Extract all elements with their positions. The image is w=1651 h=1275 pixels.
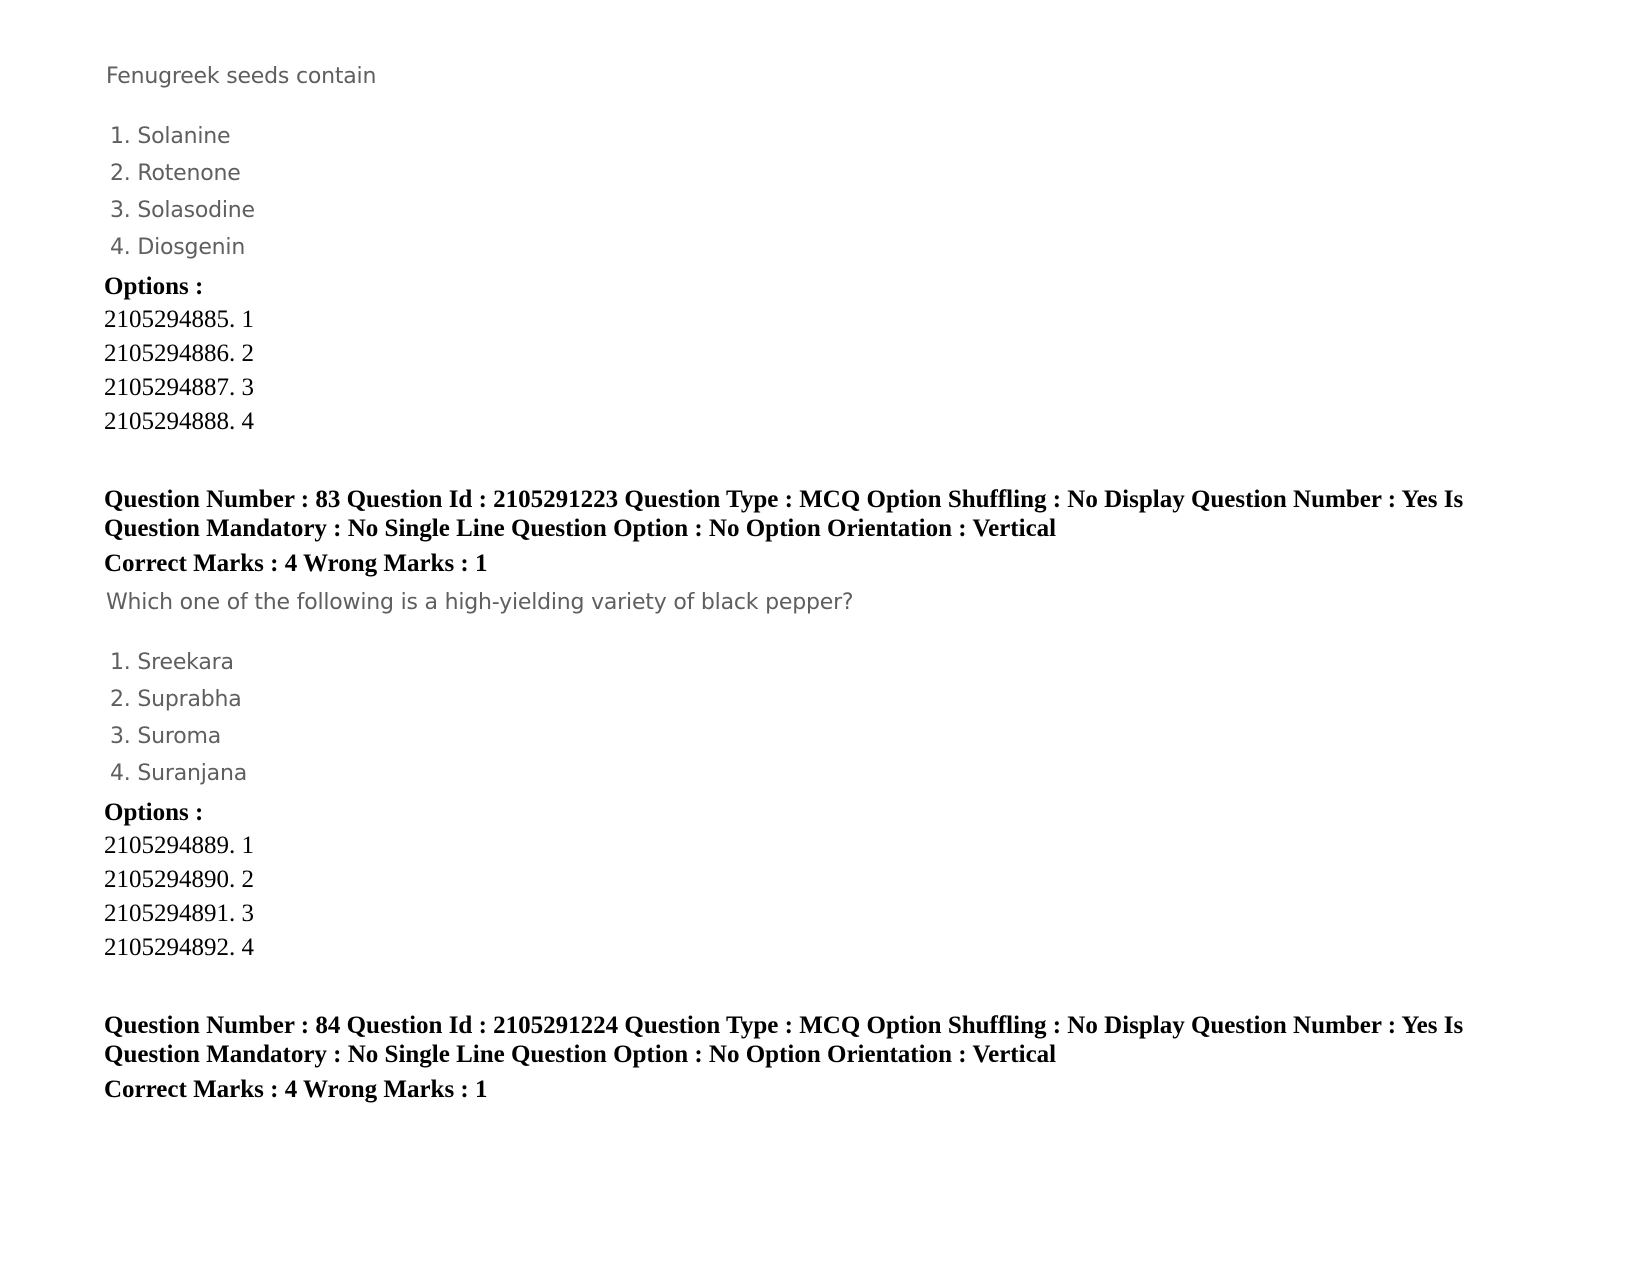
option-id: 2105294885. 1 [104,306,254,333]
question-text-fenugreek: Fenugreek seeds contain [106,64,377,89]
option-id: 2105294886. 2 [104,340,254,367]
options-label: Options : [104,799,204,826]
marks-84: Correct Marks : 4 Wrong Marks : 1 [104,1076,488,1103]
marks-83: Correct Marks : 4 Wrong Marks : 1 [104,550,488,577]
choice-item: 3. Suroma [110,724,222,749]
choice-item: 4. Diosgenin [110,235,246,260]
choice-item: 1. Solanine [110,124,231,149]
question-meta-84: Question Number : 84 Question Id : 2105291224 Question Type : MCQ Option Shuffling : No Display Question Number : Yes Is Question Mandatory : No Single Line Question Option : No Option Orientation : Vertical [104,1012,1464,1068]
choice-item: 1. Sreekara [110,650,234,675]
question-meta-83: Question Number : 83 Question Id : 2105291223 Question Type : MCQ Option Shuffling : No Display Question Number : Yes Is Question Mandatory : No Single Line Question Option : No Option Orientation : Vertical [104,486,1464,542]
option-id: 2105294888. 4 [104,408,254,435]
option-id: 2105294892. 4 [104,934,254,961]
choice-item: 2. Rotenone [110,161,241,186]
option-id: 2105294890. 2 [104,866,254,893]
choice-item: 4. Suranjana [110,761,247,786]
options-label: Options : [104,273,204,300]
option-id: 2105294891. 3 [104,900,254,927]
question-text-black-pepper: Which one of the following is a high-yielding variety of black pepper? [106,590,854,615]
choice-item: 3. Solasodine [110,198,255,223]
choice-item: 2. Suprabha [110,687,242,712]
option-id: 2105294887. 3 [104,374,254,401]
option-id: 2105294889. 1 [104,832,254,859]
